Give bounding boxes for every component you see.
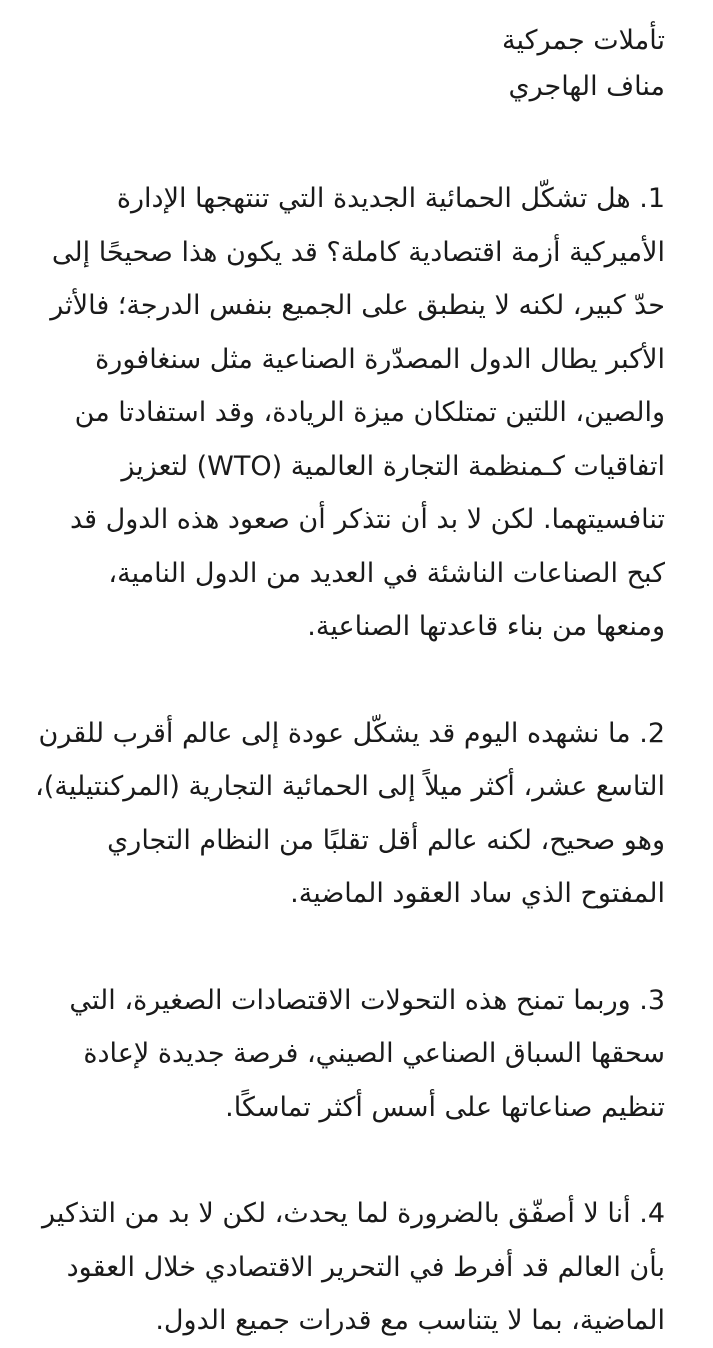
- paragraph-line: بأن العالم قد أفرط في التحرير الاقتصادي خلال العقود: [66, 1251, 665, 1283]
- paragraph-line: 3. وربما تمنح هذه التحولات الاقتصادات الصغيرة، التي: [69, 984, 665, 1016]
- paragraph-line: 4. أنا لا أصفّق بالضرورة لما يحدث، لكن لا بد من التذكير: [42, 1198, 665, 1229]
- paragraph-line: والصين، اللتين تمتلكان ميزة الريادة، وقد استفادتا من: [74, 397, 665, 428]
- paragraph-2: [35, 707, 665, 921]
- paragraph-line: الأميركية أزمة اقتصادية كاملة؟ قد يكون هذا صحيحًا إلى: [51, 236, 665, 268]
- paragraph-line: الأكبر يطال الدول المصدّرة الصناعية مثل سنغافورة: [95, 343, 665, 375]
- document-body: [35, 172, 665, 1348]
- paragraph-line: تنظيم صناعاتها على أسس أكثر تماسكًا.: [225, 1091, 665, 1123]
- paragraph-line: وهو صحيح، لكنه عالم أقل تقلبًا من النظام التجاري: [107, 824, 665, 856]
- paragraph-line: الماضية، بما لا يتناسب مع قدرات جميع الدول.: [155, 1305, 665, 1336]
- paragraph-line: حدّ كبير، لكنه لا ينطبق على الجميع بنفس الدرجة؛ فالأثر: [50, 290, 665, 321]
- paragraph-4: [42, 1187, 665, 1348]
- paragraph-line: التاسع عشر، أكثر ميلاً إلى الحمائية التجارية (المركنتيلية)،: [35, 771, 665, 802]
- document-author: مناف الهاجري: [508, 71, 665, 102]
- paragraph-3: [50, 974, 665, 1135]
- paragraph-1: [50, 172, 665, 654]
- paragraph-line: تنافسيتهما. لكن لا بد أن نتذكر أن صعود هذه الدول قد: [69, 504, 665, 535]
- clipped-text-fragment: [233, 0, 293, 2]
- paragraph-line: 2. ما نشهده اليوم قد يشكّل عودة إلى عالم أقرب للقرن: [38, 717, 665, 749]
- paragraph-line: كبح الصناعات الناشئة في العديد من الدول النامية،: [108, 557, 665, 589]
- paragraph-line: ومنعها من بناء قاعدتها الصناعية.: [307, 611, 665, 642]
- paragraph-line: 1. هل تشكّل الحمائية الجديدة التي تنتهجها الإدارة: [116, 183, 665, 214]
- document-title: تأملات جمركية: [502, 25, 665, 56]
- paragraph-line: سحقها السباق الصناعي الصيني، فرصة جديدة لإعادة: [83, 1038, 665, 1069]
- paragraph-line: المفتوح الذي ساد العقود الماضية.: [290, 878, 665, 909]
- paragraph-line: اتفاقيات كـمنظمة التجارة العالمية (WTO) لتعزيز: [121, 450, 665, 482]
